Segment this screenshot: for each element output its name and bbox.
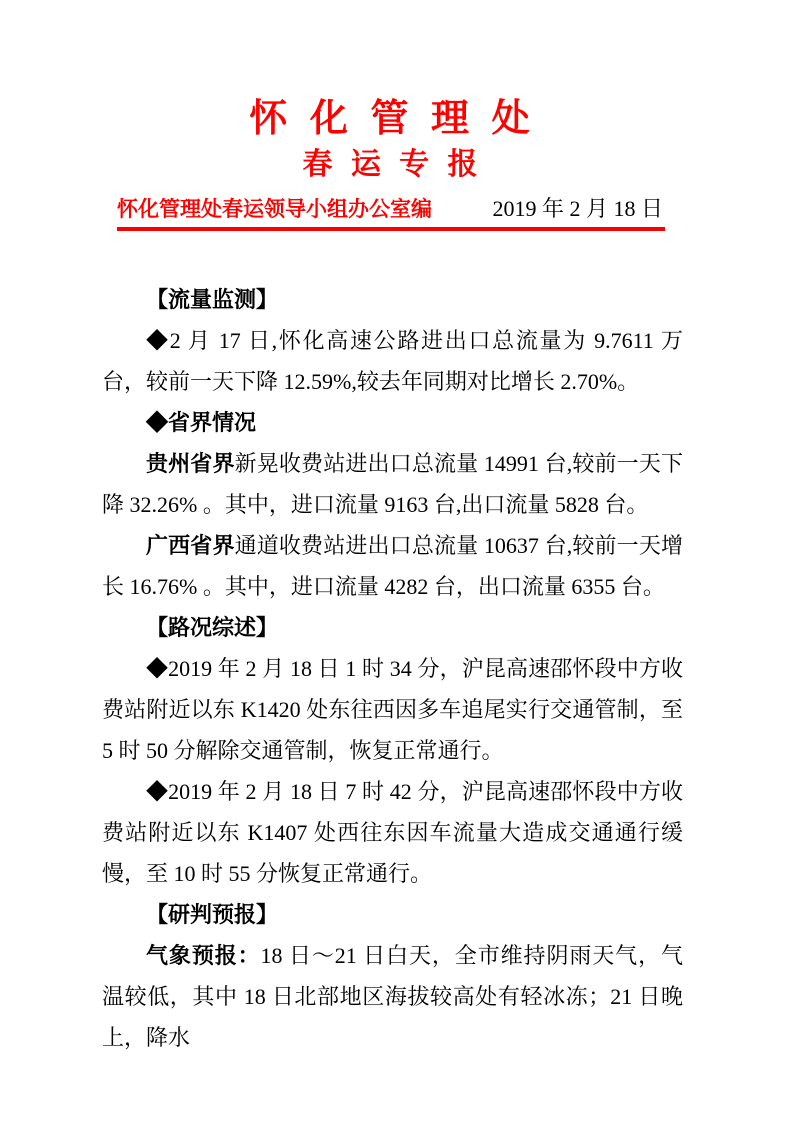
section-heading-forecast: 【研判预报】 bbox=[146, 901, 279, 927]
paragraph-text: ◆2019 年 2 月 18 日 7 时 42 分，沪昆高速邵怀段中方收费站附近以东 K1407 处西往东因车流量大造成交通通行缓慢，至 10 时 55 分恢复正常通行。 bbox=[102, 778, 683, 886]
paragraph-text: 新晃收费站进出口总流量 14991 台,较前一天下降 32.26% 。其中，进口流量 9163 台,出口流量 5828 台。 bbox=[102, 450, 683, 517]
subheading-provincial-borders bbox=[102, 402, 683, 443]
paragraph-total-flow bbox=[102, 320, 683, 402]
doc-subtitle: 春 运 专 报 bbox=[302, 147, 483, 181]
paragraph-text: ◆2 月 17 日,怀化高速公路进出口总流量为 9.7611 万台，较前一天下降 12.59%,较去年同期对比增长 2.70%。 bbox=[102, 327, 683, 394]
paragraph-weather-forecast bbox=[102, 935, 683, 1058]
paragraph-text: 18 日～21 日白天，全市维持阴雨天气，气温较低，其中 18 日北部地区海拔较高处有轻冰冻；21 日晚上，降水 bbox=[102, 942, 683, 1050]
paragraph-guangxi-border bbox=[102, 525, 683, 607]
paragraph-incident-k1420 bbox=[102, 648, 683, 771]
doc-body bbox=[102, 279, 683, 1058]
issue-date: 2019 年 2 月 18 日 bbox=[492, 195, 663, 221]
masthead bbox=[102, 196, 683, 222]
red-divider bbox=[117, 227, 665, 231]
section-heading-road-conditions: 【路况综述】 bbox=[146, 614, 279, 640]
paragraph-lead: 广西省界 bbox=[146, 532, 235, 558]
editor-credit: 怀化管理处春运领导小组办公室编 bbox=[117, 196, 432, 221]
paragraph-text: 通道收费站进出口总流量 10637 台,较前一天增长 16.76% 。其中，进口流量 4282 台，出口流量 6355 台。 bbox=[102, 532, 683, 599]
paragraph-lead: 气象预报： bbox=[146, 942, 261, 968]
paragraph-lead: ◆省界情况 bbox=[146, 409, 257, 435]
doc-title: 怀 化 管 理 处 bbox=[249, 98, 536, 140]
paragraph-lead: 贵州省界 bbox=[146, 450, 235, 476]
section-heading-traffic-monitoring: 【流量监测】 bbox=[146, 286, 279, 312]
paragraph-text: ◆2019 年 2 月 18 日 1 时 34 分，沪昆高速邵怀段中方收费站附近以东 K1420 处东往西因多车追尾实行交通管制，至 5 时 50 分解除交通管制，恢复正常通行。 bbox=[102, 655, 683, 763]
paragraph-guizhou-border bbox=[102, 443, 683, 525]
paragraph-incident-k1407 bbox=[102, 771, 683, 894]
